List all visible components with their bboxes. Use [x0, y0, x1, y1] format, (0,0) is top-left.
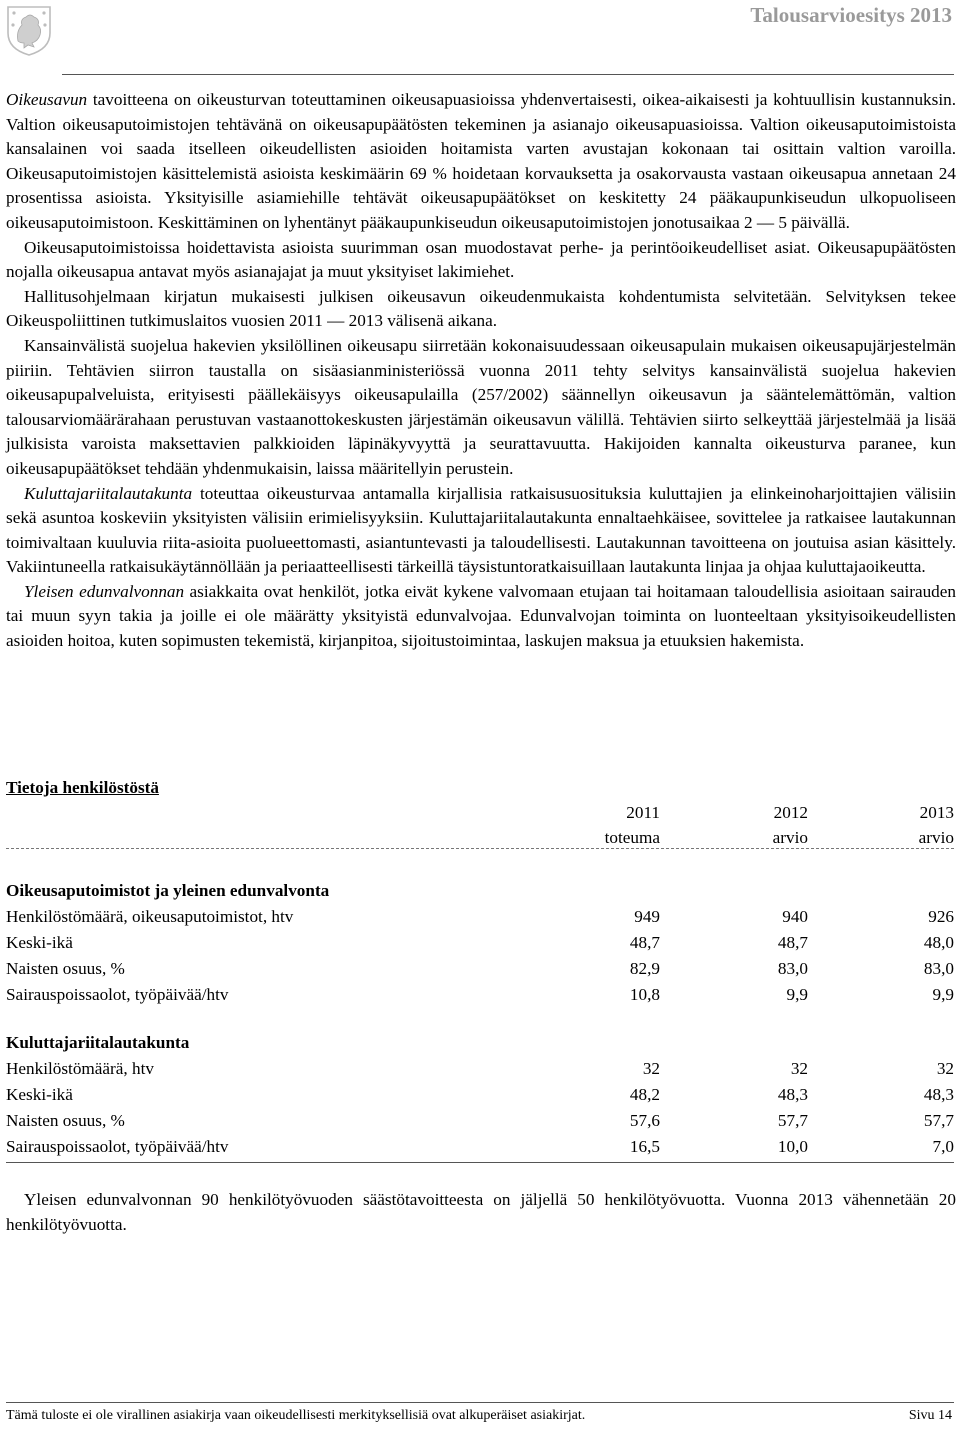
row-value-2011: 10,8	[629, 985, 660, 1004]
table-header-divider	[6, 848, 954, 849]
row-value-2013: 9,9	[932, 985, 954, 1004]
paragraph-text: tavoitteena on oikeusturvan toteuttaminen oikeusapuasioissa yhdenvertaisesti, oikea-aikaisesti ja kohtuullisin kustannuksin. Valtion oikeusaputoimistojen tehtävänä on oikeusapupäätösten tekeminen ja asianajo oikeusapuasioissa. Valtion oikeusaputoimistoista kansalainen voi saada itselleen oikeudellisten asioiden hoitamista varten avustajan kokonaan tai osittain valtion varoilla. Oikeusaputoimistojen käsittelemistä asioista keskimäärin 69 % hoidetaan korvauksetta ja osakorvausta vastaan oikeusapua annetaan 24 prosentissa asioista. Yksityisille asiamiehille tehtävät oikeusapupäätökset on keskitetty 24 pääkaupunkiseudun ulkopuoliseen oikeusaputoimistoon. Keskittäminen on lyhentänyt pääkaupunkiseudun oikeusaputoimistojen jonotusaikaa 2 — 5 päivällä.	[6, 90, 956, 232]
coat-of-arms-lion-icon	[4, 3, 54, 57]
col-kind-2013: arvio	[918, 828, 954, 847]
row-value-2012: 57,7	[777, 1111, 808, 1130]
paragraph-oikeusapu	[6, 88, 956, 236]
row-value-2013: 48,3	[923, 1085, 954, 1104]
italic-lead: Kuluttajariitalautakunta	[24, 483, 193, 503]
row-value-2011: 32	[642, 1059, 660, 1078]
paragraph-selvitys	[6, 285, 956, 334]
row-value-2012: 48,7	[777, 933, 808, 952]
paragraph-text: Kansainvälistä suojelua hakevien yksilöllinen oikeusapu siirretään kokonaisuudessaan oikeusapulain mukaisen oikeusapujärjestelmän piiriin. Tehtävien siirron taustalla on sisäasianministeriössä vuonna 2011 tehty selvitys kansainvälistä suojelua hakevien oikeusapupalveluista, erityisesti päällekäisyys oikeusapulailla (257/2002) säännellyn oikeusavun ja sääntelemättömän, valtion talousarviomäärärahaan perustuvan vastaanottokeskusten järjestämän oikeusavun välillä. Tehtävien siirto selkeyttää järjestelmää ja lisää julkisista varoista maksettavien palkkioiden läpinäkyvyyttä ja seurattavuutta. Hakijoiden kannalta oikeusturva paranee, kun oikeusapupäätökset tehdään yhdenmukaisin, laissa määritellyin perustein.	[6, 335, 956, 478]
italic-lead: Yleisen edunvalvonnan	[24, 581, 185, 601]
table-row	[0, 930, 960, 956]
row-value-2011: 16,5	[629, 1137, 660, 1156]
col-year-2012: 2012	[773, 803, 808, 822]
table-row	[0, 1108, 960, 1134]
row-value-2013: 83,0	[923, 959, 954, 978]
table-section-title: Kuluttajariitalautakunta	[6, 1033, 190, 1052]
row-value-2013: 48,0	[923, 933, 954, 952]
row-value-2012: 9,9	[786, 985, 808, 1004]
paragraph-edunvalvonta	[6, 580, 956, 654]
row-label: Sairauspoissaolot, työpäivää/htv	[6, 1137, 229, 1156]
col-year-2013: 2013	[919, 803, 954, 822]
table-row	[0, 904, 960, 930]
row-value-2011: 949	[634, 907, 660, 926]
row-value-2011: 48,7	[629, 933, 660, 952]
header-divider	[62, 74, 954, 75]
italic-lead: Oikeusavun	[6, 90, 88, 109]
row-label: Naisten osuus, %	[6, 959, 125, 978]
row-value-2013: 7,0	[932, 1137, 954, 1156]
row-value-2012: 10,0	[777, 1137, 808, 1156]
table-row	[0, 982, 960, 1008]
row-label: Henkilöstömäärä, htv	[6, 1059, 154, 1078]
table-row	[0, 1082, 960, 1108]
paragraph-asiat	[6, 236, 956, 285]
row-value-2013: 57,7	[923, 1111, 954, 1130]
footer-disclaimer: Tämä tuloste ei ole virallinen asiakirja vaan oikeudellisesti merkityksellisiä ovat alkuperäiset asiakirjat.	[6, 1408, 586, 1423]
document-title: Talousarvioesitys 2013	[750, 3, 952, 27]
staff-heading: Tietoja henkilöstöstä	[6, 778, 159, 797]
body-text	[6, 88, 956, 654]
row-value-2011: 57,6	[629, 1111, 660, 1130]
col-kind-2012: arvio	[772, 828, 808, 847]
row-value-2011: 82,9	[629, 959, 660, 978]
paragraph-text: Oikeusaputoimistoissa hoidettavista asioista suurimman osan muodostavat perhe- ja perintöoikeudelliset asiat. Oikeusapupäätösten nojalla oikeusapua antavat myös asianajajat ja muut yksityiset lakimiehet.	[6, 237, 956, 282]
col-year-2011: 2011	[626, 803, 660, 822]
row-value-2011: 48,2	[629, 1085, 660, 1104]
paragraph-text: toteuttaa oikeusturvaa antamalla kirjallisia ratkaisusuosituksia kuluttajien ja elinkeinoharjoittajien välisiin sekä asuntoa koskeviin yksityisten välisiin erimielisyyksiin. Kuluttajariitalautakunta ennaltaehkäisee, sovittelee ja ratkaisee lautakunnan toimivaltaan kuuluvia riita-asioita puolueettomasti, asiantuntevasti ja taloudellisesti. Lautakunnan tavoitteena on joutuisa asian käsittely. Vakiintuneella ratkaisukäytännöllään ja periaatteellisesti tärkeillä täysistuntoratkaisuillaan lautakunta linjaa ja ohjaa kuluttajaoikeutta.	[6, 483, 956, 577]
table-section-title: Oikeusaputoimistot ja yleinen edunvalvonta	[6, 881, 330, 900]
row-value-2012: 940	[782, 907, 808, 926]
page-number: Sivu 14	[908, 1408, 952, 1423]
row-value-2013: 32	[936, 1059, 954, 1078]
paragraph-kansainvalinen	[6, 334, 956, 482]
row-label: Keski-ikä	[6, 933, 73, 952]
row-label: Keski-ikä	[6, 1085, 73, 1104]
row-value-2012: 48,3	[777, 1085, 808, 1104]
table-row	[0, 1056, 960, 1082]
row-value-2012: 32	[790, 1059, 808, 1078]
table-row	[0, 1134, 960, 1160]
col-kind-2011: toteuma	[604, 828, 660, 847]
row-value-2012: 83,0	[777, 959, 808, 978]
paragraph-text: asiakkaita ovat henkilöt, jotka eivät kykene valvomaan etujaan tai hoitamaan taloudellisia asioitaan sairauden tai muun syyn takia ja joille ei ole määrätty yksityistä edunvalvojaa. Edunvalvojan toiminta on luonteeltaan yksityisoikeudellisten asioiden hoitoa, kuten sopimusten tekemistä, kirjanpitoa, sijoitustoimintaa, laskujen maksua ja etuuksien hakemista.	[6, 581, 956, 651]
table-bottom-divider	[6, 1162, 954, 1163]
paragraph-kuluttajariita	[6, 482, 956, 580]
row-label: Sairauspoissaolot, työpäivää/htv	[6, 985, 229, 1004]
row-label: Naisten osuus, %	[6, 1111, 125, 1130]
paragraph-text: Hallitusohjelmaan kirjatun mukaisesti julkisen oikeusavun oikeudenmukaista kohdentumista selvitetään. Selvityksen tekee Oikeuspoliittinen tutkimuslaitos vuosien 2011 — 2013 välisenä aikana.	[6, 286, 956, 331]
table-row	[0, 956, 960, 982]
row-value-2013: 926	[928, 907, 954, 926]
closing-paragraph: Yleisen edunvalvonnan 90 henkilötyövuoden säästötavoitteesta on jäljellä 50 henkilötyövuotta. Vuonna 2013 vähennetään 20 henkilötyövuotta.	[6, 1190, 956, 1234]
footer-divider	[6, 1402, 954, 1403]
row-label: Henkilöstömäärä, oikeusaputoimistot, htv	[6, 907, 294, 926]
